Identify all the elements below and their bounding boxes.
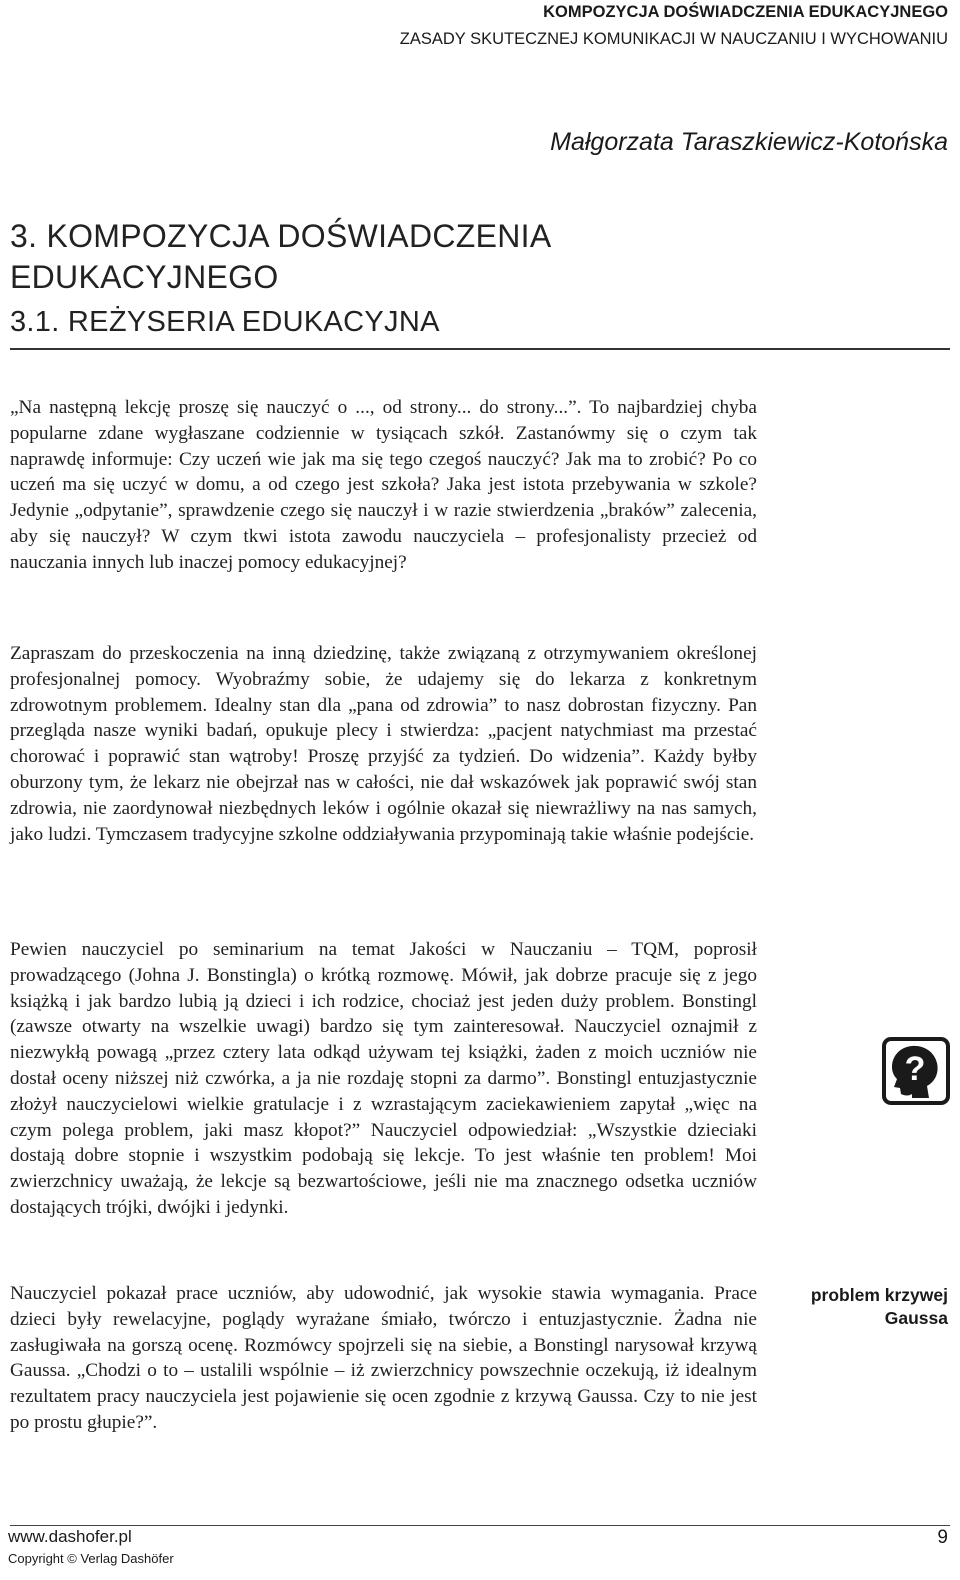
chapter-title-line1: 3. KOMPOZYCJA DOŚWIADCZENIA	[10, 218, 552, 254]
margin-note	[811, 1284, 948, 1330]
chapter-title-line2: EDUKACYJNEGO	[10, 259, 279, 295]
footer-divider	[10, 1525, 950, 1526]
section-title: 3.1. REŻYSERIA EDUKACYJNA	[10, 306, 440, 338]
running-header-subtitle: ZASADY SKUTECZNEJ KOMUNIKACJI W NAUCZANIU I WYCHOWANIU	[399, 30, 948, 48]
author-name: Małgorzata Taraszkiewicz-Kotońska	[550, 128, 948, 156]
page-number: 9	[937, 1527, 948, 1548]
body-paragraph: Nauczyciel pokazał prace uczniów, aby udowodnić, jak wysokie stawia wymagania. Prace dzieci były rewelacyjne, poglądy wyrażane śmiało, twórczo i entuzjastycznie. Żadna nie zasługiwała na gorszą ocenę. Rozmówcy spojrzeli się na siebie, a Bonstingl narysował krzywą Gaussa. „Chodzi o to – ustalili wspólnie – iż zwierzchnicy powszechnie oczekują, iż idealnym rezultatem pracy nauczyciela jest pojawienie się ocen zgodnie z krzywą Gaussa. Czy to nie jest po prostu głupie?”.	[10, 1283, 757, 1433]
margin-note-line1: problem krzywej	[810, 1285, 948, 1305]
section-divider	[10, 348, 950, 350]
body-paragraph: Zapraszam do przeskoczenia na inną dziedzinę, także związaną z otrzymywaniem określonej profesjonalnej pomocy. Wyobraźmy sobie, że udajemy się do lekarza z konkretnym zdrowotnym problemem. Idealny stan dla „pana od zdrowia” to nasz dobrostan fizyczny. Pan przegląda nasze wyniki badań, opukuje plecy i stwierdza: „pacjent natychmiast ma przestać chorować i poprawić stan wątroby! Proszę przyjść za tydzień. Do widzenia”. Każdy byłby oburzony tym, że lekarz nie obejrzał nas w całości, nie dał wskazówek jak poprawić swój stan zdrowia, nie zaordynował niezbędnych leków i ogólnie okazał się niewrażliwy na nas samych, jako ludzi. Tymczasem tradycyjne szkolne oddziaływania przypominają takie właśnie podejście.	[10, 643, 757, 845]
footer-copyright: Copyright © Verlag Dashöfer	[8, 1551, 174, 1566]
margin-note-line2: Gaussa	[884, 1308, 948, 1328]
footer-url: www.dashofer.pl	[8, 1527, 132, 1546]
svg-text:?: ?	[904, 1050, 926, 1088]
body-paragraph: Pewien nauczyciel po seminarium na temat Jakości w Nauczaniu – TQM, poprosił prowadzącego (Johna J. Bonstingla) o krótką rozmowę. Mówił, jak dobrze pracuje się z jego książką i jak bardzo lubią ją dzieci i ich rodzice, chociaż jest jeden duży problem. Bonstingl (zawsze otwarty na wszelkie uwagi) bardzo się tym zainteresował. Nauczyciel oznajmił z niezwykłą powagą „przez cztery lata odkąd używam tej książki, żaden z moich uczniów nie dostał oceny niższej niż czwórka, a ja nie rozdaję stopni za darmo”. Bonstingl entuzjastycznie złożył nauczycielowi wielkie gratulacje i z wzrastającym zaciekawieniem zapytał „więc na czym polega problem, jaki masz kłopot?” Nauczyciel odpowiedział: „Wszystkie dzieciaki dostają dobre stopnie i wszystkim podobają się lekcje. To jest właśnie ten problem! Moi zwierzchnicy uważają, że lekcje są bezwartościowe, jeśli nie ma znacznego odsetka uczniów dostających trójki, dwójki i jedynki.	[10, 939, 757, 1218]
running-header-title: KOMPOZYCJA DOŚWIADCZENIA EDUKACYJNEGO	[543, 3, 948, 21]
thinking-head-question-icon	[881, 1036, 951, 1106]
body-paragraph: „Na następną lekcję proszę się nauczyć o ..., od strony... do strony...”. To najbardziej chyba popularne zdane wygłaszane codziennie w tysiącach szkół. Zastanówmy się o czym tak naprawdę informuje: Czy uczeń wie jak ma się tego czegoś nauczyć? Jak ma to zrobić? Po co uczeń ma się uczyć w domu, a od czego jest szkoła? Jaka jest istota przebywania w szkole? Jedynie „odpytanie”, sprawdzenie czego się nauczył i w razie stwierdzenia „braków” zalecenia, aby się nauczył? W czym tkwi istota zawodu nauczyciela – profesjonalisty przecież od nauczania innych lub inaczej pomocy edukacyjnej?	[10, 397, 757, 573]
